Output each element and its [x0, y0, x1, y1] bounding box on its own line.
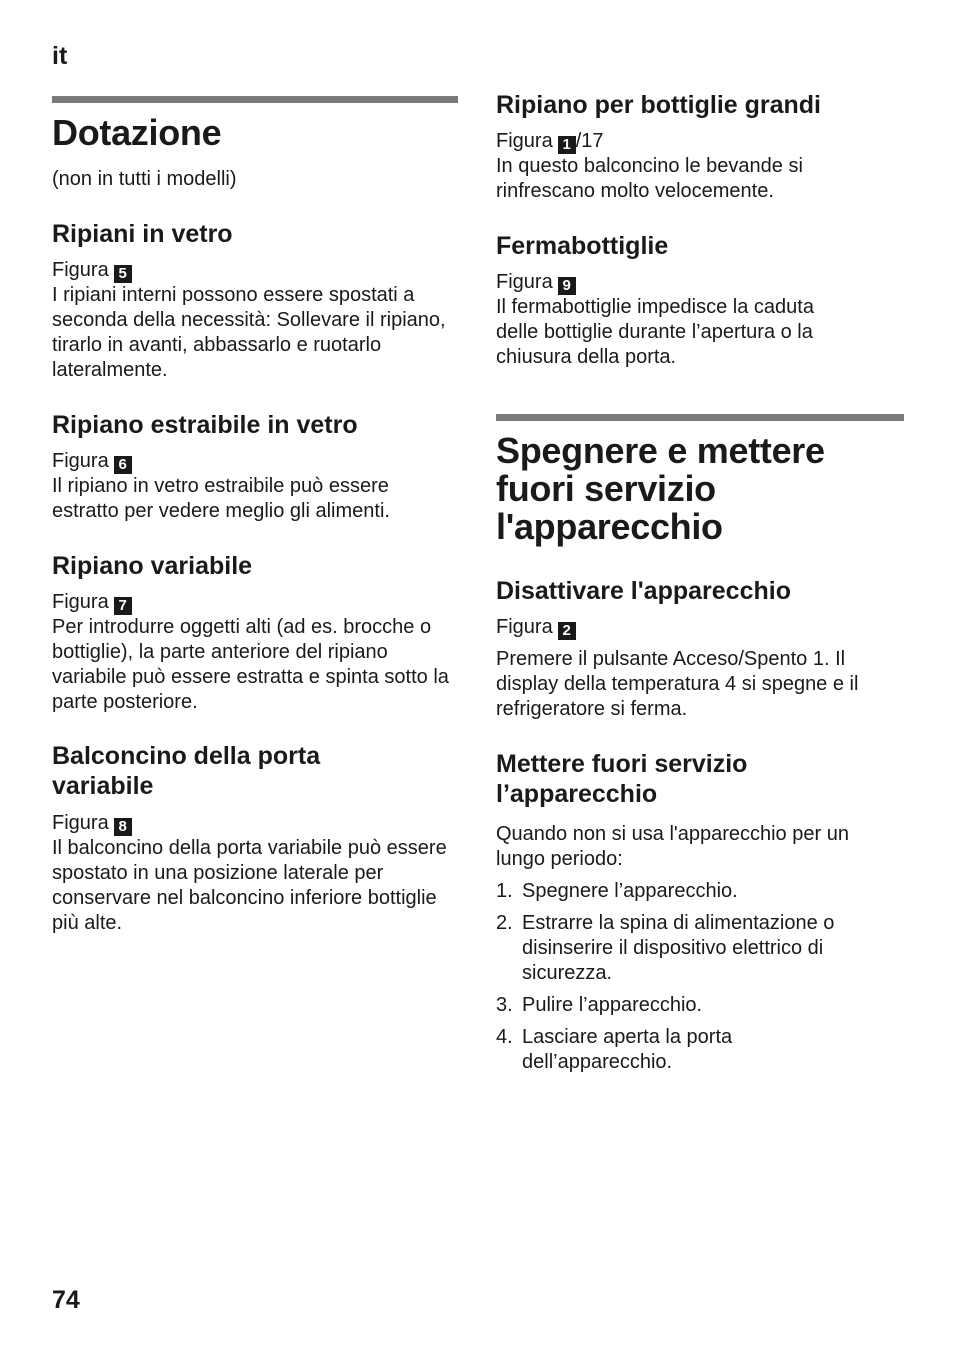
heading-ripiano-bottiglie-grandi: Ripiano per bottiglie grandi — [496, 91, 821, 119]
step-number: 1. — [496, 880, 513, 902]
heading-balconcino-porta: Balconcino della porta variabile — [52, 742, 321, 800]
figure-label: Figura — [496, 616, 553, 638]
language-marker: it — [52, 42, 68, 70]
paragraph-ripiani-in-vetro: I ripiani interni possono essere spostati a seconda della necessità: Sollevare il ripiano, tirarlo in avanti, abbassarlo e ruotarlo lateralmente. — [52, 284, 446, 381]
paragraph-ripiano-bottiglie-grandi: In questo balconcino le bevande si rinfrescano molto velocemente. — [496, 155, 803, 202]
figure-suffix: /17 — [575, 130, 604, 152]
step-text: Estrarre la spina di alimentazione o disinserire il dispositivo elettrico di sicurezza. — [522, 912, 835, 984]
heading-disattivare: Disattivare l'apparecchio — [496, 577, 791, 605]
paragraph-balconcino-porta: Il balconcino della porta variabile può essere spostato in una posizione laterale per conservare nel balconcino inferiore bottiglie più alte. — [52, 837, 447, 934]
figure-label: Figura — [52, 591, 109, 613]
step-number: 4. — [496, 1026, 513, 1048]
figure-number-badge: 1 — [558, 136, 576, 154]
paragraph-ripiano-estraibile: Il ripiano in vetro estraibile può essere estratto per vedere meglio gli alimenti. — [52, 475, 390, 522]
heading-mettere-fuori-servizio: Mettere fuori servizio l’apparecchio — [496, 750, 748, 808]
figure-ref — [52, 449, 458, 474]
figure-ref — [496, 615, 904, 640]
figure-number-badge: 5 — [114, 265, 132, 283]
steps-list — [496, 879, 866, 1075]
figure-ref — [52, 590, 458, 615]
figure-number-badge: 2 — [558, 622, 576, 640]
figure-label: Figura — [52, 450, 109, 472]
page-number: 74 — [52, 1286, 80, 1314]
heading-ripiano-variabile: Ripiano variabile — [52, 552, 253, 580]
paragraph-ripiano-variabile: Per introdurre oggetti alti (ad es. brocche o bottiglie), la parte anteriore del ripiano variabile può essere estratta e spinta sotto la parte posteriore. — [52, 616, 449, 713]
step-text: Spegnere l’apparecchio. — [522, 880, 738, 902]
heading-ripiani-in-vetro: Ripiani in vetro — [52, 220, 233, 248]
figure-ref — [52, 258, 458, 283]
step-number: 3. — [496, 994, 513, 1016]
list-item — [496, 993, 866, 1018]
paragraph-mettere-fuori-servizio: Quando non si usa l'apparecchio per un lungo periodo: — [496, 823, 849, 870]
figure-number-badge: 6 — [114, 456, 132, 474]
list-item — [496, 911, 866, 986]
heading-ripiano-estraibile: Ripiano estraibile in vetro — [52, 411, 358, 439]
heading-fermabottiglie: Fermabottiglie — [496, 232, 669, 260]
figure-ref — [496, 129, 904, 154]
section-title-dotazione: Dotazione — [52, 112, 222, 153]
step-text: Pulire l’apparecchio. — [522, 994, 703, 1016]
section-rule — [496, 414, 904, 421]
section-rule — [52, 96, 458, 103]
figure-number-badge: 7 — [114, 597, 132, 615]
figure-ref — [496, 270, 904, 295]
figure-label: Figura — [496, 130, 553, 152]
figure-label: Figura — [52, 259, 109, 281]
figure-label: Figura — [496, 271, 553, 293]
figure-number-badge: 8 — [114, 818, 132, 836]
list-item — [496, 879, 866, 904]
section-subtitle: (non in tutti i modelli) — [52, 168, 237, 190]
paragraph-disattivare: Premere il pulsante Acceso/Spento 1. Il display della temperatura 4 si spegne e il refrigeratore si ferma. — [496, 648, 859, 720]
step-number: 2. — [496, 912, 513, 934]
paragraph-fermabottiglie: Il fermabottiglie impedisce la caduta delle bottiglie durante l’apertura o la chiusura della porta. — [496, 296, 814, 368]
figure-label: Figura — [52, 812, 109, 834]
section-title-spegnere: Spegnere e mettere fuori servizio l'apparecchio — [496, 430, 825, 547]
list-item — [496, 1025, 866, 1075]
figure-number-badge: 9 — [558, 277, 576, 295]
step-text: Lasciare aperta la porta dell’apparecchio. — [522, 1026, 733, 1073]
figure-ref — [52, 811, 458, 836]
